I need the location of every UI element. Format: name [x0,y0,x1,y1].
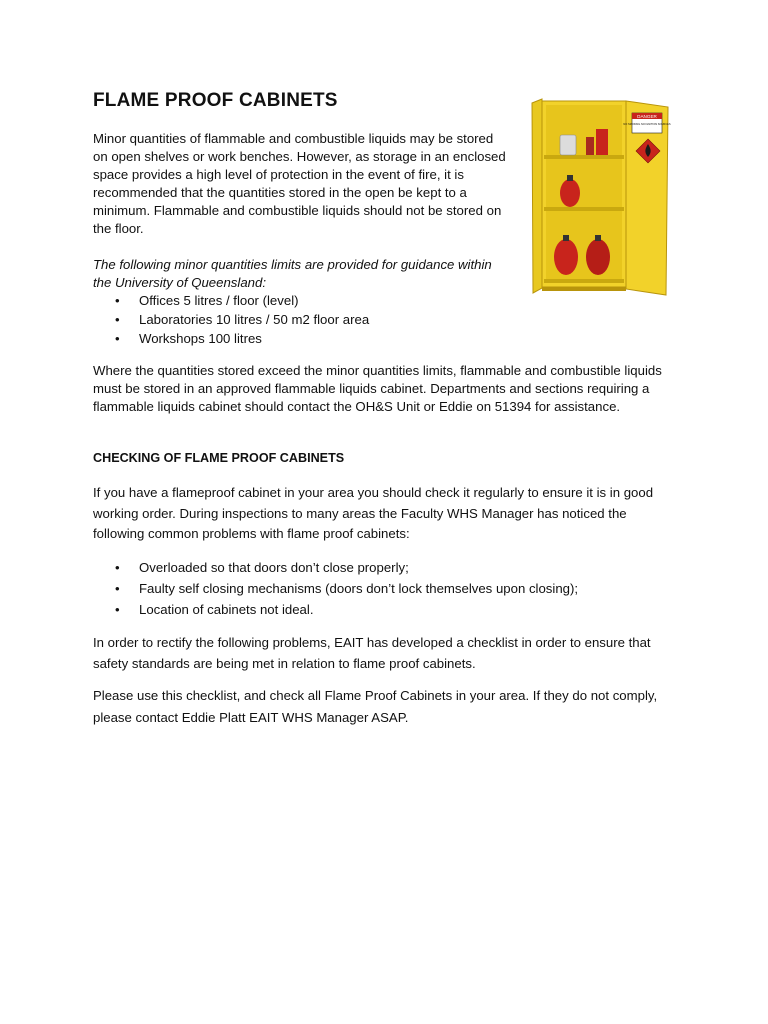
danger-sign-text: NO SMOKING NO IGNITION SOURCES [623,123,671,126]
safety-can-cap-icon [595,235,601,241]
safety-can-icon [586,239,610,275]
list-item: • Workshops 100 litres [115,331,262,346]
bullet-icon: • [115,581,120,596]
cabinet-base [542,287,626,291]
bullet-icon: • [115,560,120,575]
shelf [544,207,624,211]
intro-paragraph: Minor quantities of flammable and combustible liquids may be stored on open shelves or work benches. However, as storage in an enclosed space provides a high level of protection in the event of fire, it is recommended that the quantities stored in the open be kept to a minimum. Flammable and combustible liquids should not be stored on the floor. [93,131,506,236]
shelf [544,155,624,159]
bottle-icon [586,137,594,155]
cabinet-photo [530,97,672,303]
problems-list [93,557,578,620]
paint-tin-icon [560,135,576,155]
exceed-paragraph: Where the quantities stored exceed the minor quantities limits, flammable and combustible liquids must be stored in an approved flammable liquids cabinet. Departments and sections requiring a flammable liquids cabinet should contact the OH&S Unit or Eddie on 51394 for assistance. [93,363,662,414]
bottle-icon [596,129,608,155]
list-item: • Offices 5 litres / floor (level) [115,293,299,308]
list-item: • Faulty self closing mechanisms (doors don’t lock themselves upon closing); [93,578,578,599]
safety-can-cap-icon [563,235,569,241]
safety-can-icon [554,239,578,275]
bullet-icon: • [115,312,120,327]
rectify-paragraph: In order to rectify the following problems, EAIT has developed a checklist in order to ensure that safety standards are being met in relation to flame proof cabinets. [93,635,651,671]
limits-list [93,291,369,348]
safety-can-cap-icon [567,175,573,181]
closing-paragraph: Please use this checklist, and check all Flame Proof Cabinets in your area. If they do not comply, please contact Eddie Platt EAIT WHS Manager ASAP. [93,688,658,725]
bullet-icon: • [115,602,120,617]
checking-paragraph: If you have a flameproof cabinet in your area you should check it regularly to ensure it is in good working order. During inspections to many areas the Faculty WHS Manager has noticed the following common problems with flame proof cabinets: [93,485,654,541]
page-title: FLAME PROOF CABINETS [93,90,338,111]
checking-heading: CHECKING OF FLAME PROOF CABINETS [93,451,345,465]
list-item: • Laboratories 10 litres / 50 m2 floor area [115,312,370,327]
shelf [544,279,624,283]
danger-sign-title: DANGER [637,114,657,119]
bullet-icon: • [115,293,120,308]
list-item: • Overloaded so that doors don’t close properly; [93,557,578,578]
bullet-icon: • [115,331,120,346]
list-item: • Location of cabinets not ideal. [93,599,578,620]
guidance-paragraph: The following minor quantities limits are provided for guidance within the University of Queensland: [93,257,492,290]
safety-can-icon [560,179,580,207]
